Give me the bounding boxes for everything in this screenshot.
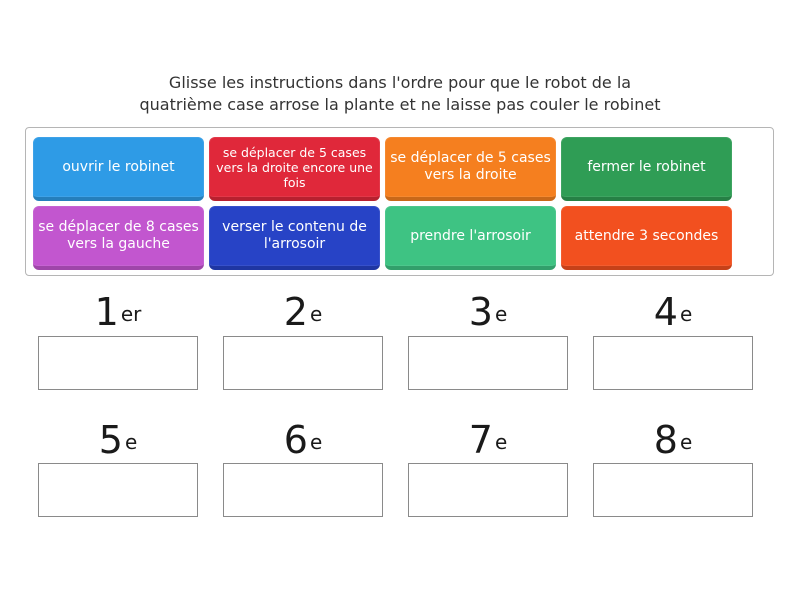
card-prendre-arrosoir[interactable]: prendre l'arrosoir xyxy=(385,206,556,270)
slot-label-6 xyxy=(223,418,383,462)
slot-suffix: er xyxy=(120,302,142,326)
drop-slot-8[interactable] xyxy=(593,463,753,517)
card-deplacer-5-droite[interactable]: se déplacer de 5 cases vers la droite xyxy=(385,137,556,201)
card-verser-arrosoir[interactable]: verser le contenu de l'arrosoir xyxy=(209,206,380,270)
card-attendre-3-secondes[interactable]: attendre 3 secondes xyxy=(561,206,732,270)
slot-number: 3 xyxy=(468,290,493,334)
drop-slot-5[interactable] xyxy=(38,463,198,517)
slot-label-4 xyxy=(593,290,753,334)
drop-slot-3[interactable] xyxy=(408,336,568,390)
slot-suffix: e xyxy=(679,430,693,454)
slot-number: 8 xyxy=(653,418,678,462)
instructions-line-2: quatrième case arrose la plante et ne laisse pas couler le robinet xyxy=(139,95,661,114)
slot-number: 7 xyxy=(468,418,493,462)
slot-label-8 xyxy=(593,418,753,462)
drop-slot-1[interactable] xyxy=(38,336,198,390)
slot-number: 4 xyxy=(653,290,678,334)
slot-label-3 xyxy=(408,290,568,334)
card-fermer-robinet[interactable]: fermer le robinet xyxy=(561,137,732,201)
slot-suffix: e xyxy=(124,430,138,454)
slot-number: 5 xyxy=(98,418,123,462)
slot-suffix: e xyxy=(494,430,508,454)
slot-suffix: e xyxy=(494,302,508,326)
drop-slot-7[interactable] xyxy=(408,463,568,517)
slot-number: 2 xyxy=(283,290,308,334)
slot-label-2 xyxy=(223,290,383,334)
slot-suffix: e xyxy=(679,302,693,326)
card-deplacer-5-droite-encore[interactable]: se déplacer de 5 cases vers la droite encore une fois xyxy=(209,137,380,201)
slot-label-5 xyxy=(38,418,198,462)
slot-suffix: e xyxy=(309,430,323,454)
drop-slot-2[interactable] xyxy=(223,336,383,390)
card-deplacer-8-gauche[interactable]: se déplacer de 8 cases vers la gauche xyxy=(33,206,204,270)
card-ouvrir-robinet[interactable]: ouvrir le robinet xyxy=(33,137,204,201)
drop-slot-4[interactable] xyxy=(593,336,753,390)
slot-label-7 xyxy=(408,418,568,462)
slot-suffix: e xyxy=(309,302,323,326)
slot-number: 6 xyxy=(283,418,308,462)
drop-slot-6[interactable] xyxy=(223,463,383,517)
instructions-line-1: Glisse les instructions dans l'ordre pour que le robot de la xyxy=(168,73,632,92)
instructions-text xyxy=(0,72,800,116)
slot-label-1 xyxy=(38,290,198,334)
slot-number: 1 xyxy=(94,290,119,334)
